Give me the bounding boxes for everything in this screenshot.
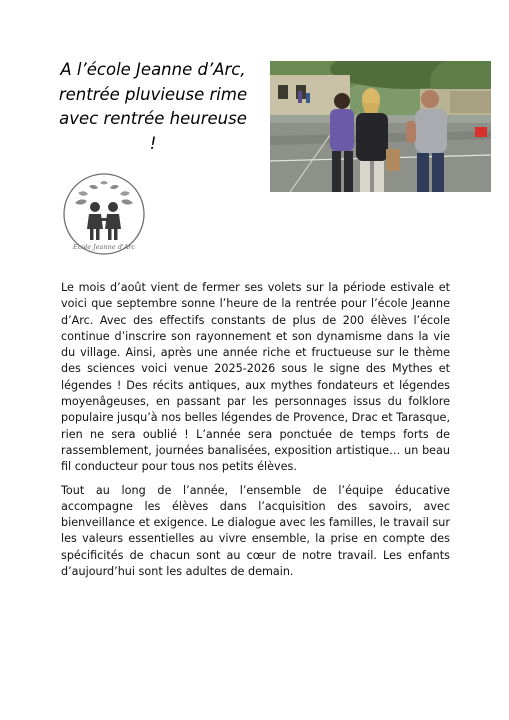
paragraph: Le mois d’août vient de fermer ses volets sur la période estivale et voici que septembre sonne l’heure de la rentrée pour l’école Jeanne d’Arc. Avec des effectifs constants de plus de 200 élèves l’école continue d’inscrire son rayonnement et son dynamisme dans la vie du village. Ainsi, après une année riche et fructueuse sur le thème des sciences voici venue 2025-2026 sous le signe des Mythes et légendes ! Des récits antiques, aux mythes fondateurs et légendes moyenâgeuses, en passant par les personnages issus du folklore populaire jusqu’à nos belles légendes de Provence, Drac et Tarasque, rien ne sera oublié ! L’année sera ponctuée de temps forts de rassemblement, journées banalisées, exposition artistique… un beau fil conducteur pour tous nos petits élèves. — [61, 281, 450, 474]
logo-caption: Ecole Jeanne d'Arc — [72, 243, 136, 251]
courtyard-photo — [270, 61, 491, 192]
article-title: A l’école Jeanne d’Arc, rentrée pluvieuse rime avec rentrée heureuse ! — [58, 60, 248, 153]
school-logo — [61, 171, 147, 257]
paragraph: Tout au long de l’année, l’ensemble de l’équipe éducative accompagne les élèves dans l’acquisition des savoirs, avec bienveillance et exigence. Le dialogue avec les familles, le travail sur les valeurs essentielles au vivre ensemble, la prise en compte des spécificités de chacun sont au cœur de notre travail. Les enfants d’aujourd’hui sont les adultes de demain. — [61, 483, 450, 579]
article-body — [61, 280, 450, 587]
